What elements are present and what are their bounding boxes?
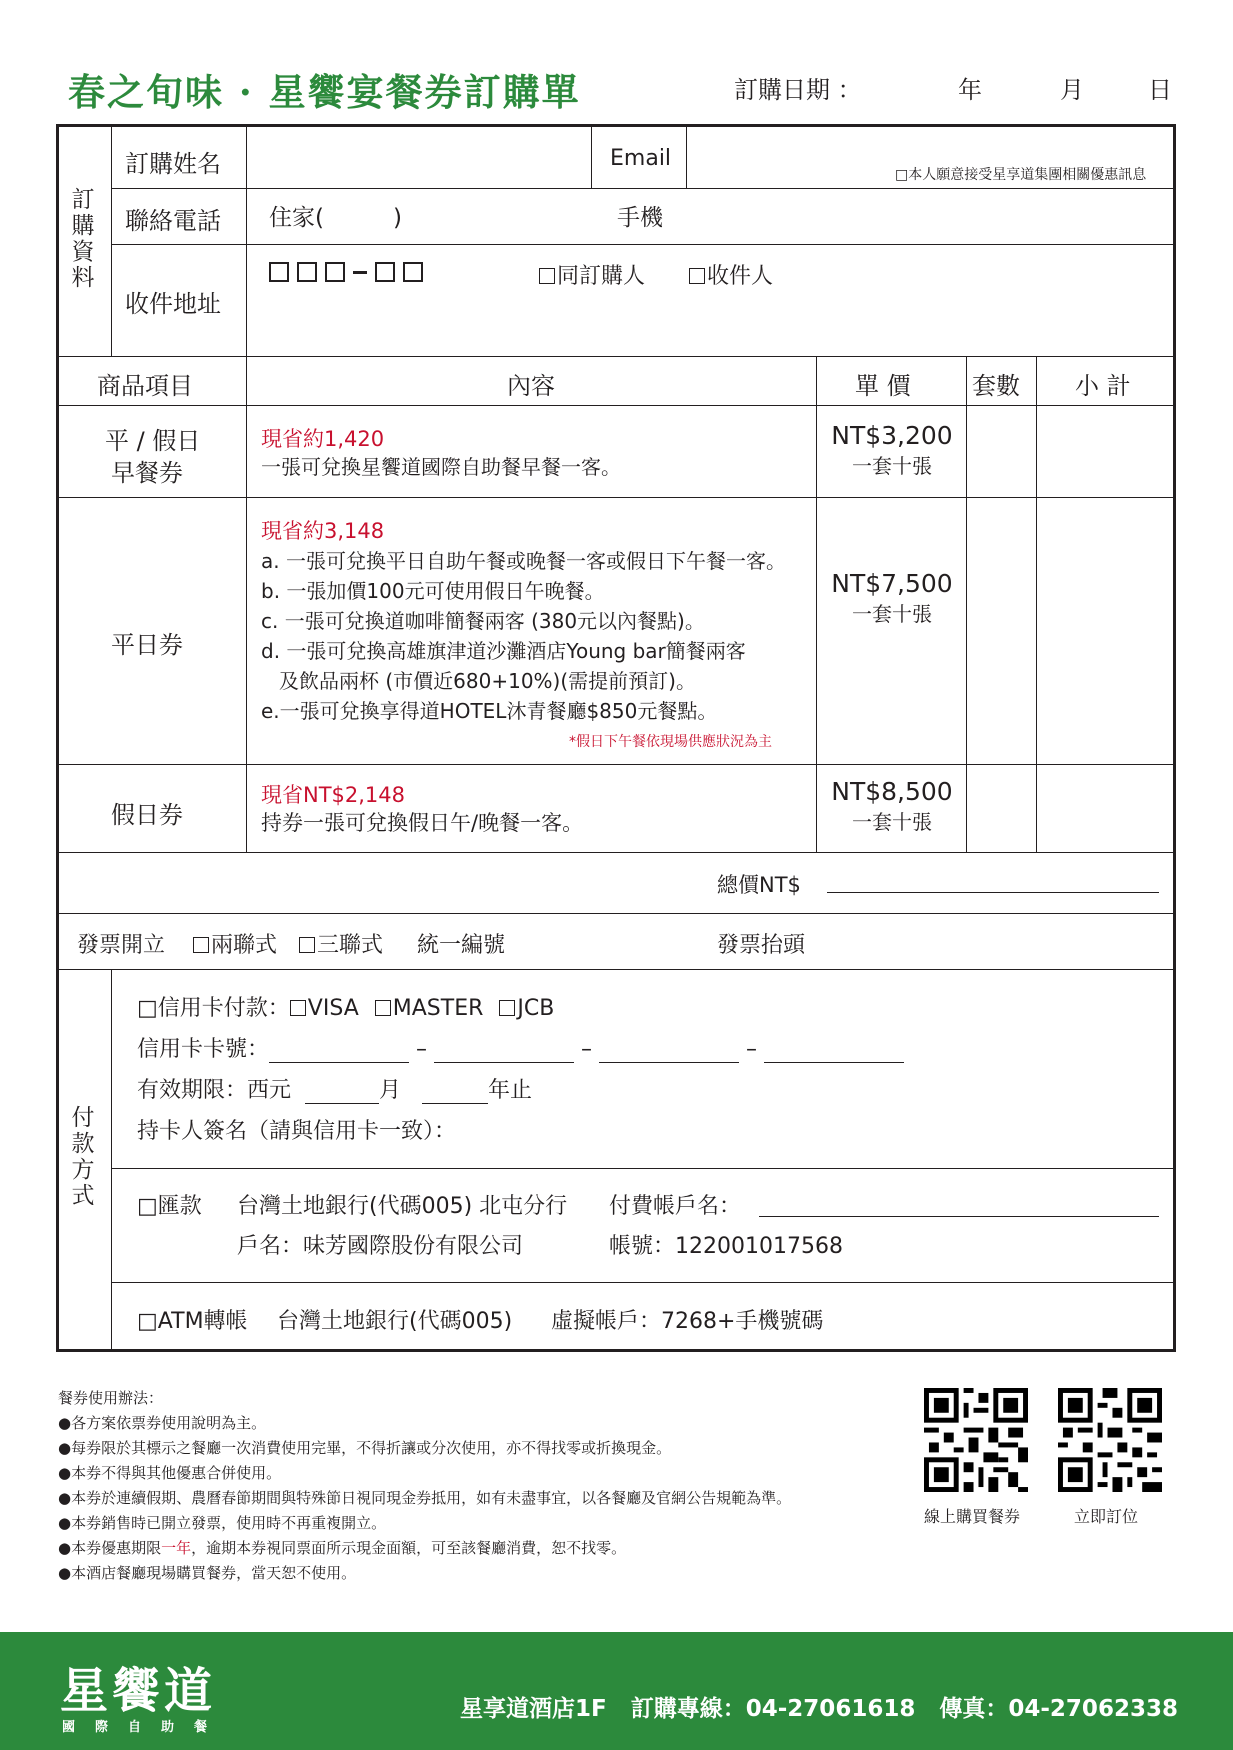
- content-header: 內容: [507, 372, 555, 400]
- holiday-saving: 現省NT$2,148: [261, 783, 406, 807]
- weekday-price: NT$7,500 一套十張: [831, 569, 953, 626]
- same-as-buyer-checkbox[interactable]: 同訂購人: [539, 259, 645, 290]
- price-header: 單 價: [855, 372, 911, 400]
- buy-online-qr-code[interactable]: [924, 1388, 1028, 1492]
- invoice-two-part-checkbox[interactable]: 兩聯式: [193, 928, 277, 959]
- payer-label: 付費帳戶名：: [609, 1194, 742, 1219]
- tax-id-label: 統一編號: [417, 933, 506, 958]
- holiday-desc: 持券一張可兌換假日午/晚餐一客。: [261, 811, 584, 835]
- account-number: 帳號：122001017568: [609, 1234, 843, 1259]
- fax-number: 傳真：04-27062338: [939, 1696, 1178, 1722]
- usage-notes: [58, 1386, 791, 1586]
- consent-checkbox[interactable]: □本人願意接受星享道集團相關優惠訊息: [895, 167, 1147, 183]
- breakfast-item-line2: 早餐券: [111, 459, 183, 487]
- note-item: ●每券限於其標示之餐廳一次消費使用完畢，不得折讓或分次使用，亦不得找零或折換現金。: [58, 1439, 672, 1457]
- remit-checkbox[interactable]: □匯款: [137, 1194, 202, 1219]
- note-item: ●各方案依票券使用說明為主。: [58, 1414, 267, 1432]
- date-year: 年: [958, 76, 982, 104]
- weekday-line-d2: 及飲品兩杯 (市價近680+10%)(需提前預訂)。: [279, 669, 696, 693]
- weekday-line-a: a. 一張可兌換平日自助午餐或晚餐一客或假日下午餐一客。: [261, 549, 786, 573]
- weekday-line-b: b. 一張加價100元可使用假日午晚餐。: [261, 579, 605, 603]
- name-field[interactable]: [251, 131, 587, 185]
- payer-field[interactable]: [759, 1216, 1159, 1217]
- date-day: 日: [1148, 76, 1172, 104]
- book-now-label: 立即訂位: [1074, 1507, 1139, 1526]
- payment-section-label: 付 款 方 式: [71, 1105, 95, 1209]
- breakfast-price: NT$3,200 一套十張: [831, 421, 953, 478]
- note-item: ●本券銷售時已開立發票，使用時不再重複開立。: [58, 1514, 387, 1532]
- postal-code-boxes[interactable]: [269, 262, 431, 284]
- brand-logo: 星饗道: [60, 1663, 217, 1719]
- subtotal-header: 小 計: [1075, 372, 1131, 400]
- notes-title: 餐券使用辦法：: [58, 1389, 164, 1407]
- item-header: 商品項目: [97, 372, 193, 400]
- note-item: ●本券不得與其他優惠合併使用。: [58, 1464, 282, 1482]
- mobile-field[interactable]: 手機: [617, 205, 663, 231]
- buy-online-label: 線上購買餐券: [924, 1507, 1021, 1526]
- address-label: 收件地址: [125, 290, 221, 318]
- invoice-title-label: 發票抬頭: [717, 933, 806, 958]
- home-phone-field[interactable]: 住家( ): [269, 205, 402, 231]
- invoice-label: 發票開立: [77, 933, 166, 958]
- weekday-line-d: d. 一張可兌換高雄旗津道沙灘酒店Young bar簡餐兩客: [261, 639, 746, 663]
- breakfast-item-line1: 平 / 假日: [105, 427, 201, 455]
- qty-header: 套數: [972, 372, 1020, 400]
- signature-label: 持卡人簽名（請與信用卡一致）：: [137, 1119, 457, 1144]
- footer-contact: [460, 1690, 1178, 1723]
- total-label: 總價NT$: [717, 873, 801, 897]
- brand-subtitle: 國際自助餐: [62, 1720, 228, 1735]
- name-label: 訂購姓名: [125, 150, 221, 178]
- weekday-saving: 現省約3,148: [261, 519, 385, 543]
- hotel-address: 星享道酒店1F: [460, 1696, 607, 1722]
- atm-checkbox[interactable]: □ATM轉帳: [137, 1309, 248, 1334]
- note-item: ●本酒店餐廳現場購買餐券，當天恕不使用。: [58, 1564, 357, 1582]
- virtual-account: 虛擬帳戶：7268+手機號碼: [551, 1309, 824, 1334]
- remit-bank: 台灣土地銀行(代碼005) 北屯分行: [237, 1194, 568, 1219]
- total-field[interactable]: [827, 892, 1159, 893]
- weekday-note: *假日下午餐依現場供應狀況為主: [569, 734, 772, 750]
- date-month: 月: [1060, 76, 1084, 104]
- order-date-label: 訂購日期 ：: [734, 76, 862, 104]
- phone-label: 聯絡電話: [125, 207, 221, 235]
- order-hotline: 訂購專線：04-27061618: [630, 1696, 916, 1722]
- account-name: 戶名：味芳國際股份有限公司: [237, 1234, 524, 1259]
- form-title: 春之旬味 · 星饗宴餐券訂購單: [68, 70, 581, 114]
- weekday-line-c: c. 一張可兌換道咖啡簡餐兩客 (380元以內餐點)。: [261, 609, 705, 633]
- recipient-checkbox[interactable]: 收件人: [689, 259, 773, 290]
- breakfast-saving: 現省約1,420: [261, 427, 385, 451]
- holiday-price: NT$8,500 一套十張: [831, 777, 953, 834]
- weekday-item: 平日券: [111, 631, 183, 659]
- atm-bank: 台灣土地銀行(代碼005): [277, 1309, 513, 1334]
- breakfast-qty-field[interactable]: [971, 501, 1033, 561]
- credit-card-checkbox[interactable]: □信用卡付款： VISA MASTER JCB: [137, 996, 555, 1021]
- holiday-item: 假日券: [111, 801, 183, 829]
- breakfast-desc: 一張可兌換星饗道國際自助餐早餐一客。: [261, 455, 621, 479]
- email-label: Email: [610, 146, 672, 171]
- card-number-field[interactable]: 信用卡卡號： – – –: [137, 1032, 904, 1063]
- booking-qr-code[interactable]: [1058, 1388, 1162, 1492]
- note-item: ●本券於連續假期、農曆春節期間與特殊節日視同現金券抵用，如有未盡事宜，以各餐廳及官網公告規範為準。: [58, 1489, 792, 1507]
- invoice-three-part-checkbox[interactable]: 三聯式: [299, 928, 383, 959]
- weekday-line-e: e.一張可兌換享得道HOTEL沐青餐廳$850元餐點。: [261, 699, 718, 723]
- order-form: [56, 124, 1176, 1352]
- note-item-validity: ●本券優惠期限一年，逾期本券視同票面所示現金面額，可至該餐廳消費，恕不找零。: [58, 1539, 627, 1557]
- order-info-section-label: 訂 購 資 料: [71, 187, 95, 291]
- expiry-field[interactable]: 有效期限：西元 月 年止: [137, 1078, 533, 1103]
